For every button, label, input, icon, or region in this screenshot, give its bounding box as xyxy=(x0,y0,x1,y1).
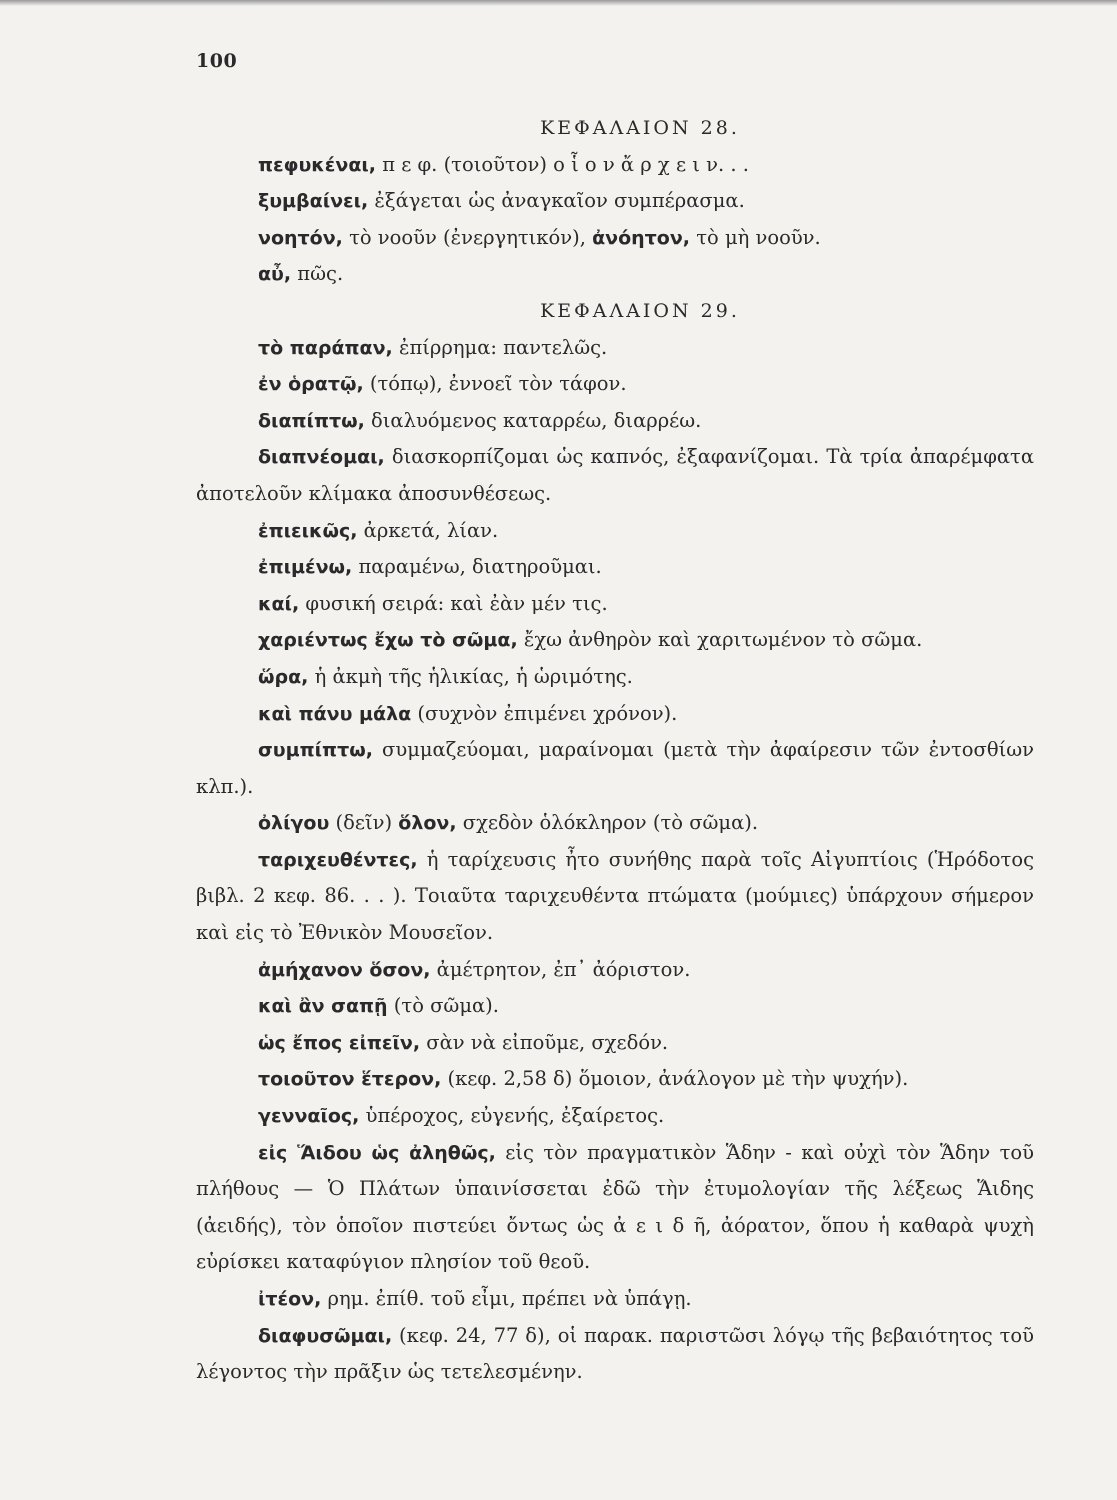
glossary-entry xyxy=(196,805,1034,842)
glossary-entry xyxy=(196,549,1034,586)
headword: εἰς Ἅιδου ὡς ἀληθῶς, xyxy=(258,1141,496,1164)
definition: σχεδὸν ὁλόκληρον (τὸ σῶμα). xyxy=(456,811,759,835)
definition: ἐξάγεται ὡς ἀναγκαῖον συμπέρασμα. xyxy=(368,189,745,213)
headword: τὸ παράπαν, xyxy=(258,336,393,359)
glossary-entry xyxy=(196,256,1034,293)
headword: χαριέντως ἔχω τὸ σῶμα, xyxy=(258,629,518,652)
definition: ἀρκετά, λίαν. xyxy=(357,518,499,542)
headword: διαπνέομαι, xyxy=(258,446,385,469)
page-number: 100 xyxy=(196,50,238,72)
glossary-entry xyxy=(196,659,1034,696)
headword: πεφυκέναι, xyxy=(258,153,376,176)
glossary-entry xyxy=(196,988,1034,1025)
glossary-entry xyxy=(196,952,1034,989)
definition: διασκορπίζομαι ὡς καπνός, ἐξαφανίζομαι. Τὰ τρία ἀπαρέμφατα ἀποτελοῦν κλίμακα ἀποσυνθέσεως. xyxy=(196,445,1034,505)
headword: καί, xyxy=(258,592,300,615)
headword: ἰτέον, xyxy=(258,1288,322,1310)
glossary-entry xyxy=(196,220,1034,257)
glossary-entry xyxy=(196,513,1034,550)
chapter-heading: ΚΕΦΑΛΑΙΟΝ 29. xyxy=(540,299,740,322)
headword: ἀμήχανον ὅσον, xyxy=(258,958,431,981)
headword: ὀλίγου xyxy=(258,812,330,835)
headword: ὅλον, xyxy=(398,812,457,835)
definition: ἡ ταρίχευσις ἦτο συνήθης παρὰ τοῖς Αἰγυπτίοις (Ἡρόδοτος βιβλ. 2 κεφ. 86. . . ). Τοιαῦτα ταριχευθέντα πτώματα (μούμιες) ὑπάρχουν σήμερον καὶ εἰς τὸ Ἐθνικὸν Μουσεῖον. xyxy=(196,847,1034,945)
glossary-entry xyxy=(196,147,1034,184)
headword: τοιοῦτον ἕτερον, xyxy=(258,1068,442,1091)
glossary-entry xyxy=(196,1025,1034,1062)
page-body xyxy=(196,110,1034,1391)
glossary-entry xyxy=(196,1135,1034,1281)
chapter-heading: ΚΕΦΑΛΑΙΟΝ 28. xyxy=(540,117,740,139)
definition: (κεφ. 2,58 δ) ὅμοιον, ἀνάλογον μὲ τὴν ψυχήν). xyxy=(441,1067,909,1091)
headword: νοητόν, xyxy=(258,226,343,249)
definition: σὰν νὰ εἰποῦμε, σχεδόν. xyxy=(420,1030,669,1054)
glossary-entry xyxy=(196,366,1034,403)
definition: φυσική σειρά: καὶ ἐὰν μέν τις. xyxy=(299,591,608,615)
page-edge-shadow xyxy=(0,0,1117,6)
definition: παραμένω, διατηροῦμαι. xyxy=(352,555,602,579)
definition: ὑπέροχος, εὐγενής, ἐξαίρετος. xyxy=(359,1104,665,1128)
definition: ρημ. ἐπίθ. τοῦ εἶμι, πρέπει νὰ ὑπάγῃ. xyxy=(321,1287,692,1310)
definition: τὸ μὴ νοοῦν. xyxy=(690,225,821,249)
glossary-entry xyxy=(196,1318,1034,1391)
glossary-entry xyxy=(196,403,1034,440)
definition: (τόπῳ), ἐννοεῖ τὸν τάφον. xyxy=(363,372,627,396)
headword: ἀνόητον, xyxy=(592,226,691,249)
glossary-entry xyxy=(196,622,1034,659)
definition: (συχνὸν ἐπιμένει χρόνον). xyxy=(411,701,678,725)
headword: συμπίπτω, xyxy=(258,739,373,762)
definition: ἐπίρρημα: παντελῶς. xyxy=(392,335,608,359)
definition: εἰς τὸν πραγματικὸν Ἅδην - καὶ οὐχὶ τὸν Ἅδην τοῦ πλήθους — Ὁ Πλάτων ὑπαινίσσεται ἐδῶ τὴν ἐτυμολογίαν τῆς λέξεως Ἅιδης (ἀειδής), τὸν ὁποῖον πιστεύει ὄντως ὡς ἀ ε ι δ ῆ, ἀόρατον, ὅπου ἡ καθαρὰ ψυχὴ εὑρίσκει καταφύγιον πλησίον τοῦ θεοῦ. xyxy=(196,1140,1034,1274)
glossary-entry xyxy=(196,732,1034,805)
glossary-entry xyxy=(196,696,1034,733)
headword: ταριχευθέντες, xyxy=(258,848,418,871)
definition: ἡ ἀκμὴ τῆς ἡλικίας, ἡ ὡριμότης. xyxy=(308,664,633,688)
glossary-entry xyxy=(196,439,1034,512)
glossary-entry xyxy=(196,1098,1034,1135)
headword: ἐπιμένω, xyxy=(258,556,353,579)
definition: διαλυόμενος καταρρέω, διαρρέω. xyxy=(364,408,702,432)
glossary-entry xyxy=(196,330,1034,367)
glossary-entry xyxy=(196,183,1034,220)
glossary-entry xyxy=(196,842,1034,952)
definition: πῶς. xyxy=(291,262,344,286)
headword: αὖ, xyxy=(258,263,292,286)
headword: διαπίπτω, xyxy=(258,409,365,432)
glossary-entry xyxy=(196,586,1034,623)
definition: τὸ νοοῦν (ἐνεργητικόν), xyxy=(342,225,593,249)
headword: διαφυσῶμαι, xyxy=(258,1324,393,1347)
glossary-entry xyxy=(196,1061,1034,1098)
headword: καὶ ἂν σαπῇ xyxy=(258,995,388,1018)
definition: π ε φ. (τοιοῦτον) ο ἷ ο ν ἄ ρ χ ε ι ν. . . xyxy=(376,152,749,176)
headword: ἐν ὁρατῷ, xyxy=(258,373,364,396)
definition: ἔχω ἀνθηρὸν καὶ χαριτωμένον τὸ σῶμα. xyxy=(517,628,923,652)
headword: ὡς ἔπος εἰπεῖν, xyxy=(258,1031,421,1054)
definition: ἀμέτρητον, ἐπ᾽ ἀόριστον. xyxy=(430,957,691,981)
headword: ἐπιεικῶς, xyxy=(258,519,358,542)
definition: (δεῖν) xyxy=(329,811,399,835)
headword: καὶ πάνυ μάλα xyxy=(258,702,412,725)
glossary-entry xyxy=(196,1281,1034,1318)
headword: γενναῖος, xyxy=(258,1105,360,1128)
definition: (κεφ. 24, 77 δ), οἱ παρακ. παριστῶσι λόγῳ τῆς βεβαιότητος τοῦ λέγοντος τὴν πρᾶξιν ὡς τετελεσμένην. xyxy=(196,1323,1034,1384)
definition: συμμαζεύομαι, μαραίνομαι (μετὰ τὴν ἀφαίρεσιν τῶν ἐντοσθίων κλπ.). xyxy=(196,738,1034,798)
definition: (τὸ σῶμα). xyxy=(387,994,499,1018)
headword: ὥρα, xyxy=(258,665,309,688)
headword: ξυμβαίνει, xyxy=(258,190,369,213)
